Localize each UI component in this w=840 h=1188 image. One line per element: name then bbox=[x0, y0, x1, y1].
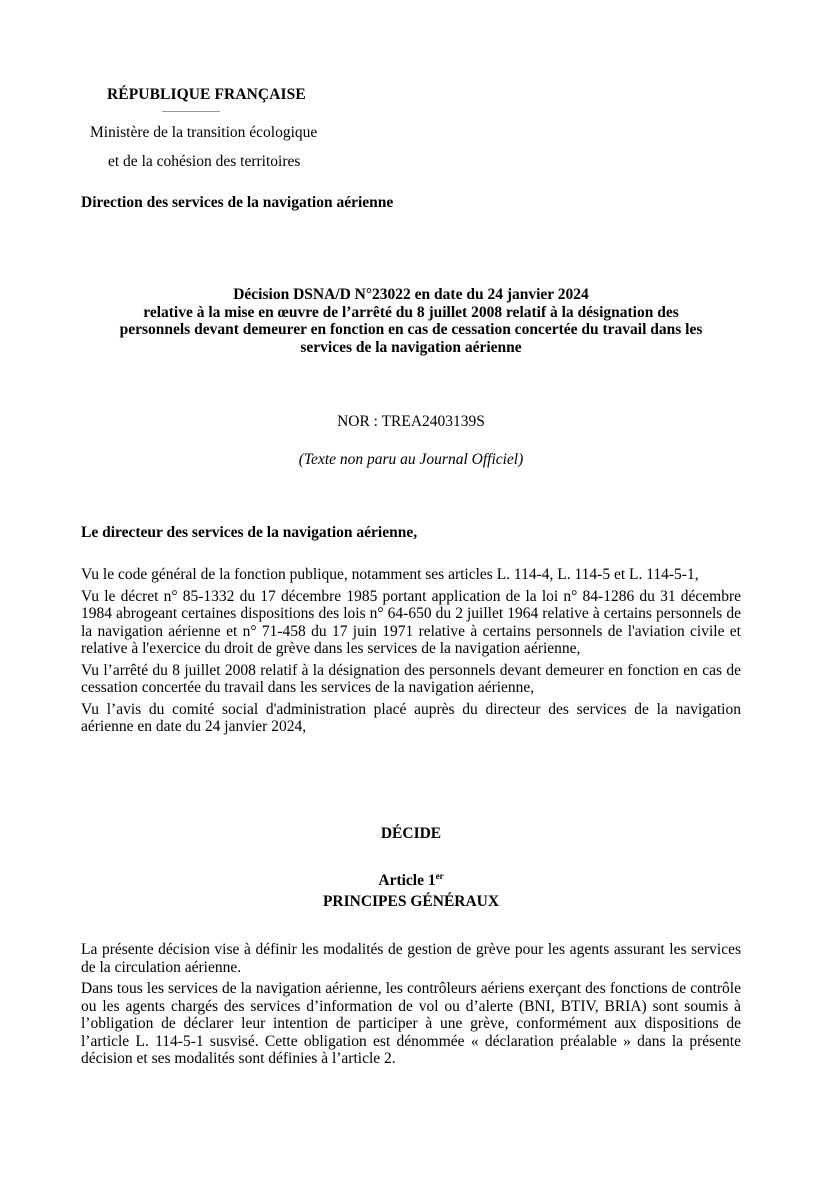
ministry-line-1: Ministère de la transition écologique bbox=[90, 124, 318, 141]
article-label: Article 1 bbox=[378, 872, 436, 889]
article-title: PRINCIPES GÉNÉRAUX bbox=[322, 893, 500, 910]
article-superscript: er bbox=[435, 871, 444, 881]
decision-title bbox=[81, 286, 741, 356]
title-line: services de la navigation aérienne bbox=[300, 338, 522, 356]
article-paragraph: Dans tous les services de la navigation aérienne, les contrôleurs aériens exerçant des fonctions de contrôle ou les agents chargés des services d’information de vol ou d’alerte (BNI, BTIV, BRIA) sont soumis à l’obligation de déclarer leur intention de participer à une grève, conformément aux dispositions de l’article L. 114-5-1 susvisé. Cette obligation est dénommée « déclaration préalable » dans la présente décision et ses modalités sont définies à l’article 2. bbox=[81, 980, 741, 1067]
vus-list bbox=[81, 566, 741, 740]
article-heading bbox=[81, 871, 741, 890]
title-line: personnels devant demeurer en fonction en cas de cessation concertée du travail dans les bbox=[119, 321, 703, 338]
vu-paragraph: Vu l’arrêté du 8 juillet 2008 relatif à la désignation des personnels devant demeurer en fonction en cas de cessation concertée du travail dans les services de la navigation aérienne, bbox=[81, 661, 741, 696]
vu-paragraph: Vu le code général de la fonction publique, notamment ses articles L. 114-4, L. 114-5 et L. 114-5-1, bbox=[81, 566, 699, 583]
title-line: Décision DSNA/D N°23022 en date du 24 janvier 2024 bbox=[233, 286, 589, 303]
article-paragraph: La présente décision vise à définir les modalités de gestion de grève pour les agents assurant les services de la circulation aérienne. bbox=[81, 941, 741, 976]
vu-paragraph: Vu l’avis du comité social d'administration placé auprès du directeur des services de la navigation aérienne en date du 24 janvier 2024, bbox=[81, 700, 741, 735]
vu-paragraph: Vu le décret n° 85-1332 du 17 décembre 1985 portant application de la loi n° 84-1286 du 31 décembre 1984 abrogeant certaines dispositions des lois n° 64-650 du 2 juillet 1964 relative à certains personnels de la navigation aérienne et n° 71-458 du 17 juin 1971 relative à certains personnels de l'aviation civile et relative à l'exercice du droit de grève dans les services de la navigation aérienne, bbox=[81, 587, 741, 657]
header-divider bbox=[162, 111, 220, 112]
decide-heading: DÉCIDE bbox=[380, 825, 442, 842]
ministry-line-2: et de la cohésion des territoires bbox=[108, 153, 301, 170]
director-heading: Le directeur des services de la navigation aérienne, bbox=[81, 524, 418, 541]
nor-reference: NOR : TREA2403139S bbox=[337, 413, 485, 430]
republic-heading: RÉPUBLIQUE FRANÇAISE bbox=[107, 86, 306, 103]
title-line: relative à la mise en œuvre de l’arrêté du 8 juillet 2008 relatif à la désignation des bbox=[143, 303, 679, 321]
publication-note: (Texte non paru au Journal Officiel) bbox=[298, 451, 524, 468]
direction-heading: Direction des services de la navigation aérienne bbox=[81, 194, 394, 211]
article-body bbox=[81, 941, 741, 1072]
